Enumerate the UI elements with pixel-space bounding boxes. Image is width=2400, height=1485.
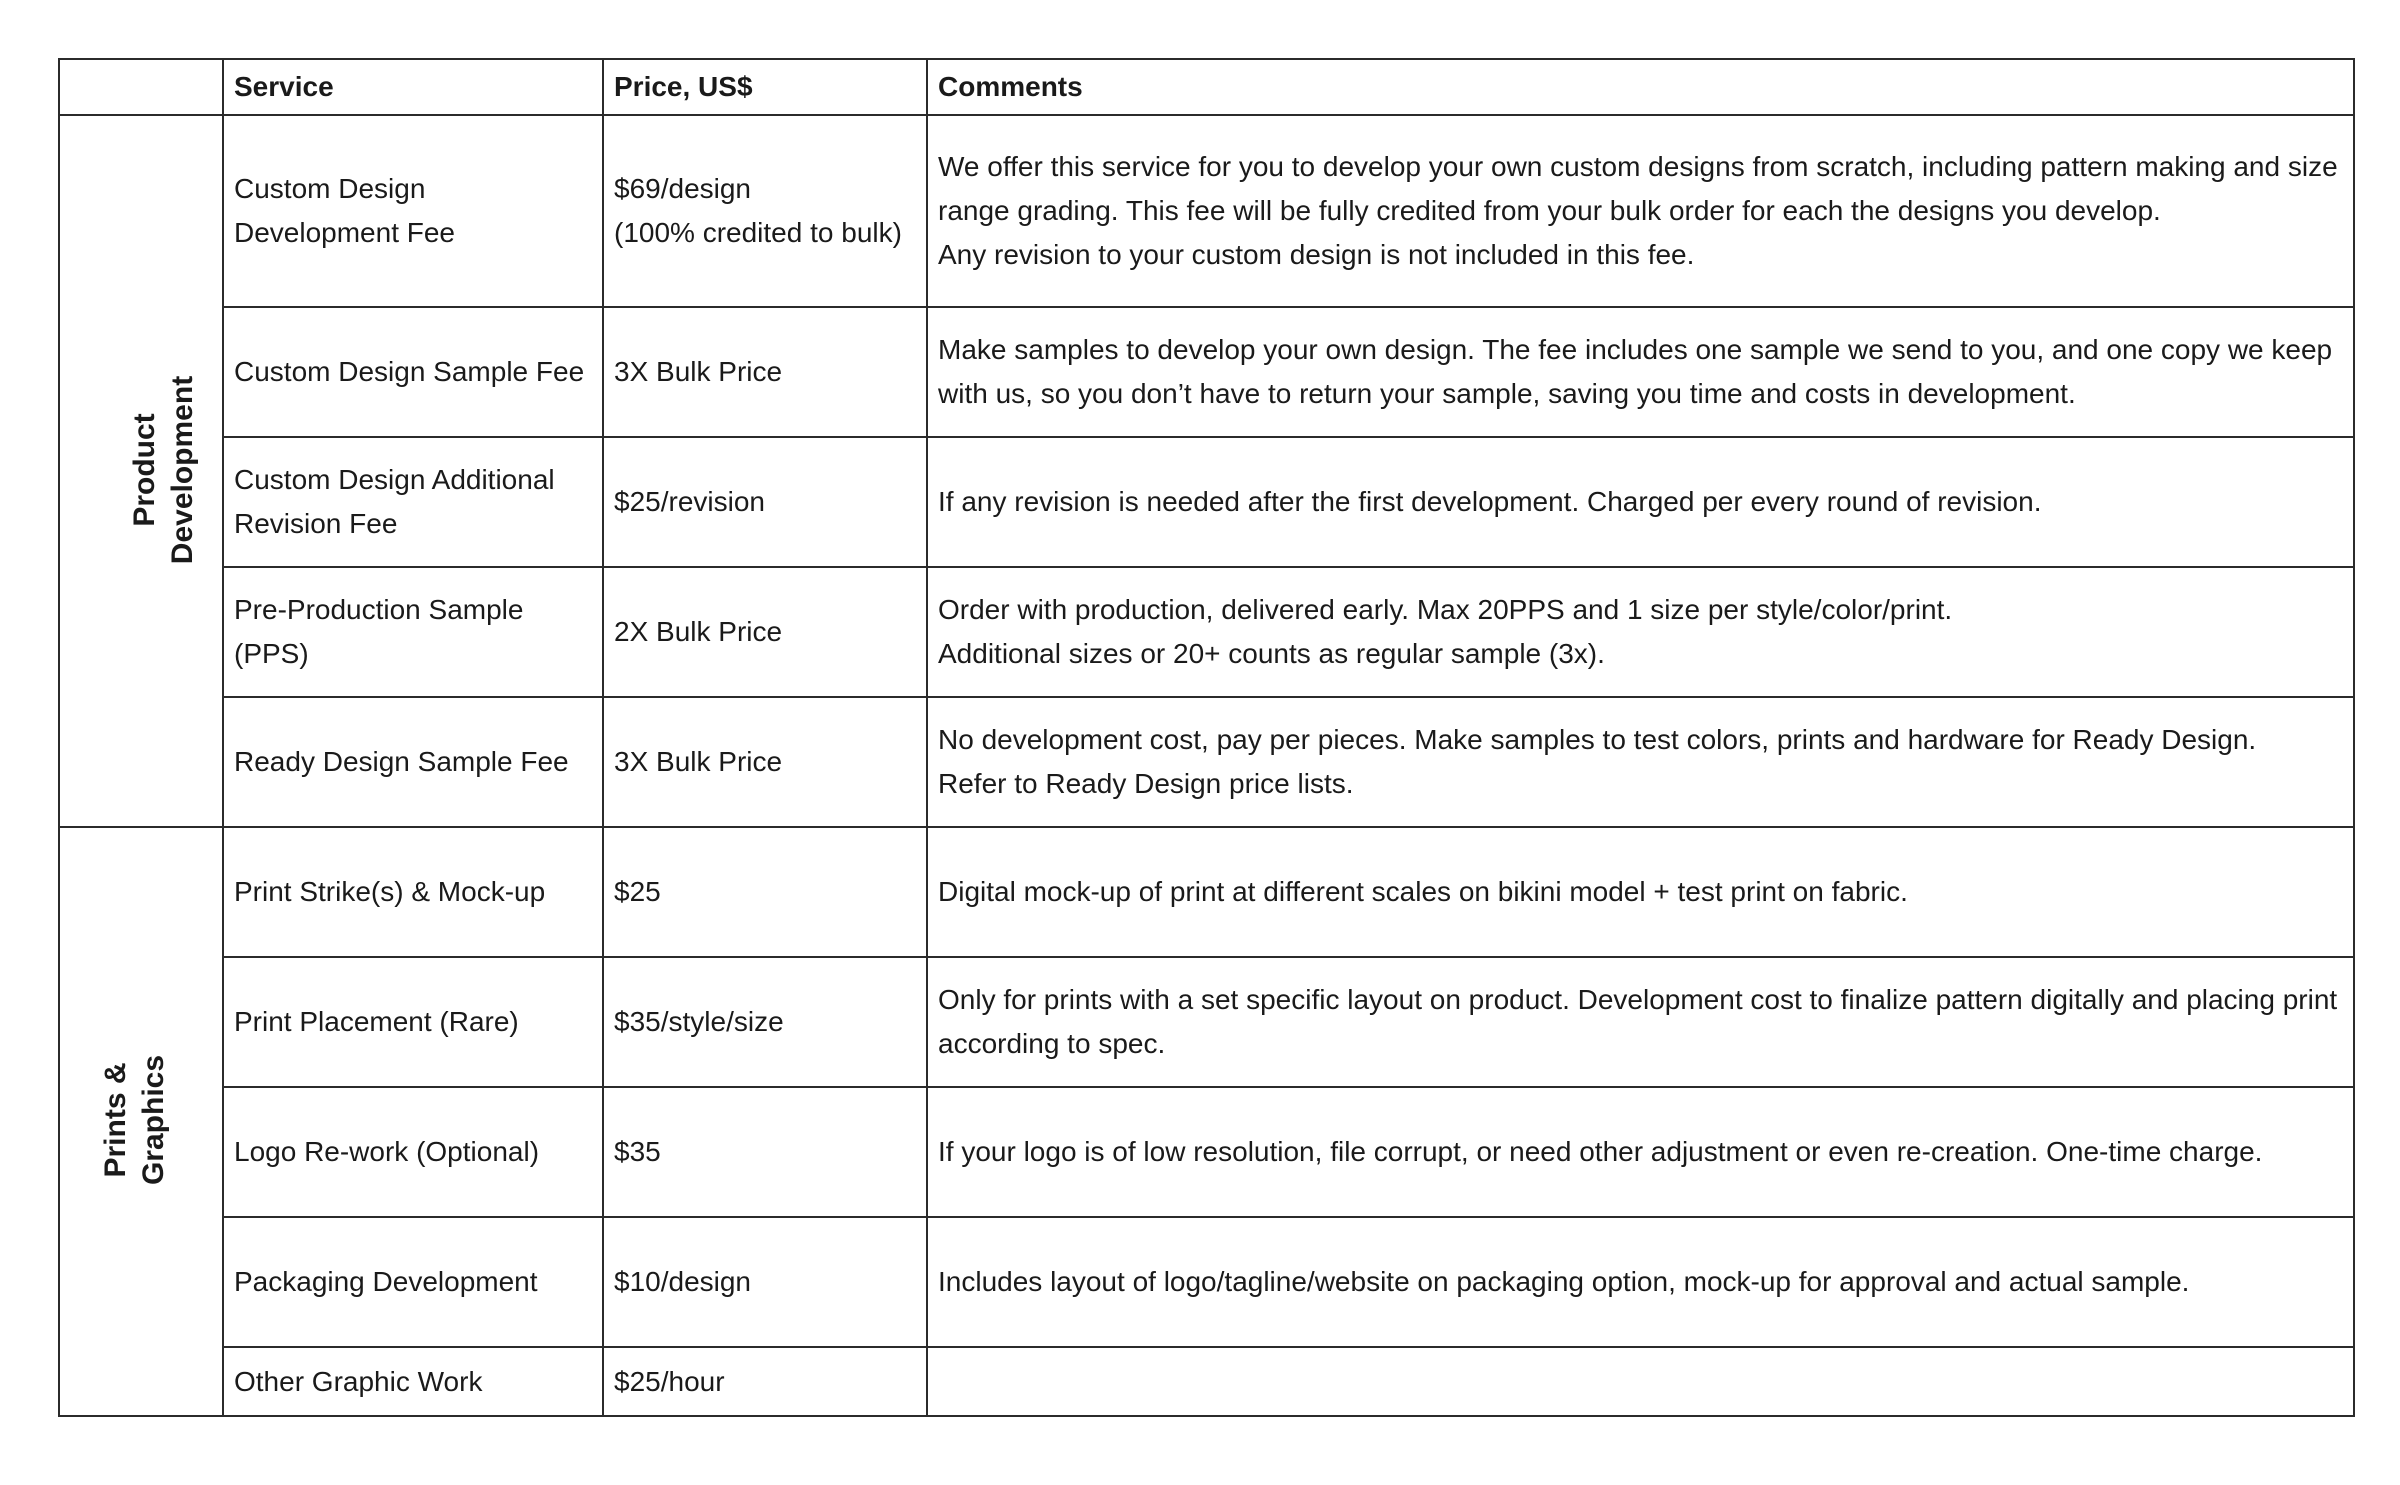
price-cell: $25 — [603, 827, 927, 957]
group-label: Product Development — [128, 375, 200, 564]
price-cell: $35/style/size — [603, 957, 927, 1087]
comment-cell: Make samples to develop your own design. The fee includes one sample we send to you, and one copy we keep with us, so you don’t have to return your sample, saving you time and costs in development. — [927, 307, 2354, 437]
service-cell: Other Graphic Work — [223, 1347, 603, 1416]
table-row — [59, 697, 2354, 827]
comment-cell: We offer this service for you to develop your own custom designs from scratch, including pattern making and size range grading. This fee will be fully credited from your bulk order for each the designs you develop. Any revision to your custom design is not included in this fee. — [927, 115, 2354, 307]
header-group — [59, 59, 223, 115]
service-cell: Print Placement (Rare) — [223, 957, 603, 1087]
comment-cell: Includes layout of logo/tagline/website on packaging option, mock-up for approval and actual sample. — [927, 1217, 2354, 1347]
price-cell: 3X Bulk Price — [603, 697, 927, 827]
comment-cell — [927, 1347, 2354, 1416]
comment-cell: Only for prints with a set specific layout on product. Development cost to finalize pattern digitally and placing print according to spec. — [927, 957, 2354, 1087]
table-row — [59, 957, 2354, 1087]
price-cell: $35 — [603, 1087, 927, 1217]
table-row — [59, 1347, 2354, 1416]
comment-cell: Digital mock-up of print at different scales on bikini model + test print on fabric. — [927, 827, 2354, 957]
service-cell: Ready Design Sample Fee — [223, 697, 603, 827]
comment-cell: No development cost, pay per pieces. Make samples to test colors, prints and hardware for Ready Design. Refer to Ready Design price lists. — [927, 697, 2354, 827]
service-cell: Pre-Production Sample (PPS) — [223, 567, 603, 697]
price-cell: 2X Bulk Price — [603, 567, 927, 697]
service-cell: Logo Re-work (Optional) — [223, 1087, 603, 1217]
table-row — [59, 1087, 2354, 1217]
price-cell: $25/revision — [603, 437, 927, 567]
header-price: Price, US$ — [603, 59, 927, 115]
service-cell: Packaging Development — [223, 1217, 603, 1347]
table-row — [59, 1217, 2354, 1347]
comment-cell: Order with production, delivered early. Max 20PPS and 1 size per style/color/print. Additional sizes or 20+ counts as regular sample (3x). — [927, 567, 2354, 697]
service-cell: Custom Design Additional Revision Fee — [223, 437, 603, 567]
table-row — [59, 827, 2354, 957]
table-row — [59, 567, 2354, 697]
service-cell: Custom Design Sample Fee — [223, 307, 603, 437]
group-cell-prints-graphics — [59, 827, 223, 1416]
group-label: Prints & Graphics — [99, 1054, 171, 1186]
header-comments: Comments — [927, 59, 2354, 115]
price-cell: 3X Bulk Price — [603, 307, 927, 437]
price-cell: $10/design — [603, 1217, 927, 1347]
header-row — [59, 59, 2354, 115]
header-service: Service — [223, 59, 603, 115]
comment-cell: If your logo is of low resolution, file corrupt, or need other adjustment or even re-creation. One-time charge. — [927, 1087, 2354, 1217]
pricing-table — [58, 58, 2355, 1417]
group-cell-product-development — [59, 115, 223, 827]
comment-cell: If any revision is needed after the first development. Charged per every round of revision. — [927, 437, 2354, 567]
service-cell: Custom Design Development Fee — [223, 115, 603, 307]
price-cell: $25/hour — [603, 1347, 927, 1416]
table-row — [59, 115, 2354, 307]
table-row — [59, 437, 2354, 567]
price-cell: $69/design (100% credited to bulk) — [603, 115, 927, 307]
service-cell: Print Strike(s) & Mock-up — [223, 827, 603, 957]
table-row — [59, 307, 2354, 437]
